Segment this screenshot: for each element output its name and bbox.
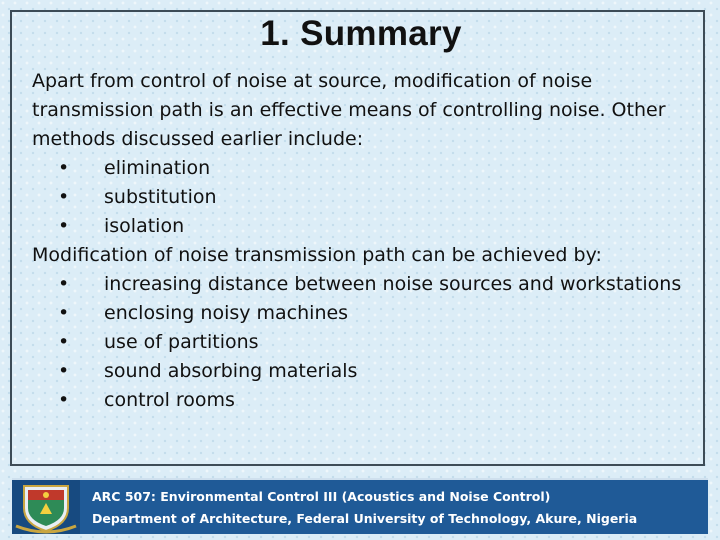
bullet-icon: •	[58, 360, 70, 382]
bullet-icon: •	[58, 302, 70, 324]
list-item	[32, 270, 707, 299]
intro-paragraph: Apart from control of noise at source, modification of noise transmission path is an effective means of controlling noise. Other methods discussed earlier include:	[32, 70, 666, 150]
slide-body	[32, 67, 707, 415]
list-item	[32, 386, 707, 415]
list-item-label: control rooms	[104, 389, 235, 411]
list-item	[32, 212, 707, 241]
methods-list	[32, 154, 707, 241]
footer-bar	[12, 478, 708, 534]
list-item-label: enclosing noisy machines	[104, 302, 349, 324]
list-item-label: sound absorbing materials	[104, 360, 358, 382]
bullet-icon: •	[58, 157, 70, 179]
footer-text	[92, 486, 637, 530]
list-item	[32, 328, 707, 357]
modification-list	[32, 270, 707, 415]
list-item	[32, 183, 707, 212]
department-label: Department of Architecture, Federal University of Technology, Akure, Nigeria	[92, 511, 638, 526]
page-title: 1. Summary	[260, 14, 462, 53]
course-label: ARC 507: Environmental Control III (Acoustics and Noise Control)	[92, 489, 551, 504]
university-crest-icon	[12, 480, 80, 534]
bullet-icon: •	[58, 215, 70, 237]
list-item-label: elimination	[104, 157, 211, 179]
list-item-label: increasing distance between noise sources and workstations	[104, 273, 682, 295]
list-item-label: use of partitions	[104, 331, 259, 353]
list-item-label: substitution	[104, 186, 217, 208]
list-item	[32, 299, 707, 328]
modification-heading: Modification of noise transmission path can be achieved by:	[32, 244, 602, 266]
bullet-icon: •	[58, 389, 70, 411]
list-item-label: isolation	[104, 215, 185, 237]
bullet-icon: •	[58, 331, 70, 353]
bullet-icon: •	[58, 186, 70, 208]
list-item	[32, 154, 707, 183]
list-item	[32, 357, 707, 386]
bullet-icon: •	[58, 273, 70, 295]
